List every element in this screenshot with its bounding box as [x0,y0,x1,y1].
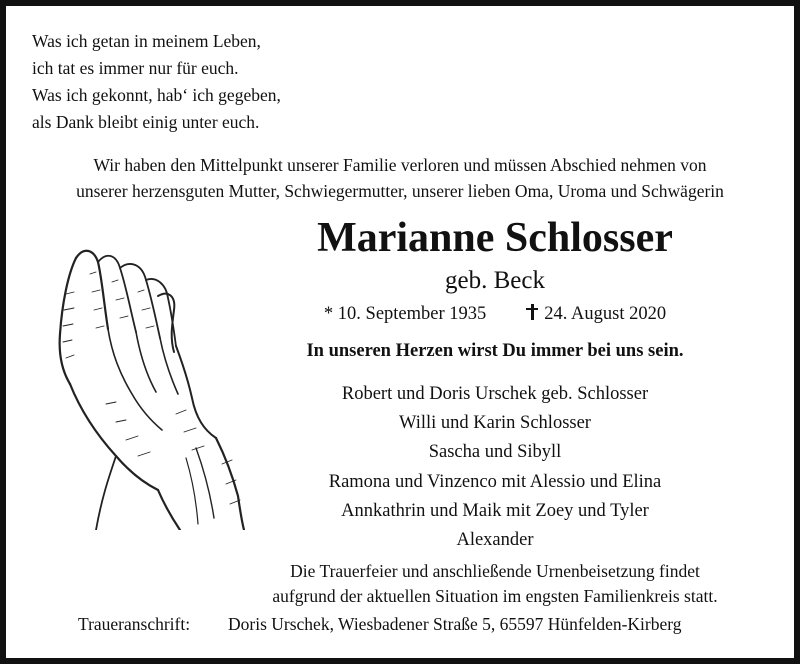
poem-line: ich tat es immer nur für euch. [32,58,239,78]
deceased-name: Marianne Schlosser [317,215,673,261]
family-member: Ramona und Vinzenco mit Alessio und Elina [328,471,662,492]
poem-line: Was ich gekonnt, hab‘ ich gegeben, [32,85,281,105]
address-value: Doris Urschek, Wiesbadener Straße 5, 65597 Hünfelden-Kirberg [228,614,682,634]
intro-text [6,152,794,204]
address-label: Traueranschrift: [78,614,191,634]
family-member: Alexander [456,530,534,551]
maiden-name: geb. Beck [445,267,545,294]
praying-hands-illustration [46,234,246,530]
condolence-address [78,611,682,637]
poem [32,28,281,136]
poem-line: als Dank bleibt einig unter euch. [32,112,260,132]
family-member: Annkathrin und Maik mit Zoey und Tyler [341,500,649,521]
death-date: 24. August 2020 [544,304,667,324]
family-list [256,380,734,555]
motto: In unseren Herzen wirst Du immer bei uns sein. [306,341,684,361]
intro-line: Wir haben den Mittelpunkt unserer Familie verloren und müssen Abschied nehmen von [93,155,707,175]
poem-line: Was ich getan in meinem Leben, [32,31,261,51]
life-dates [256,300,734,328]
birth-date: * 10. September 1935 [323,304,487,324]
intro-line: unserer herzensguten Mutter, Schwiegermutter, unserer lieben Oma, Uroma und Schwägerin [76,181,724,201]
family-member: Robert und Doris Urschek geb. Schlosser [341,384,649,404]
ceremony-line: aufgrund der aktuellen Situation im engsten Familienkreis statt. [272,586,718,606]
ceremony-note [196,559,794,609]
family-member: Willi und Karin Schlosser [399,413,591,434]
ceremony-line: Die Trauerfeier und anschließende Urnenbeisetzung findet [290,561,700,581]
cross-icon [526,304,538,320]
family-member: Sascha und Sibyll [428,442,562,463]
